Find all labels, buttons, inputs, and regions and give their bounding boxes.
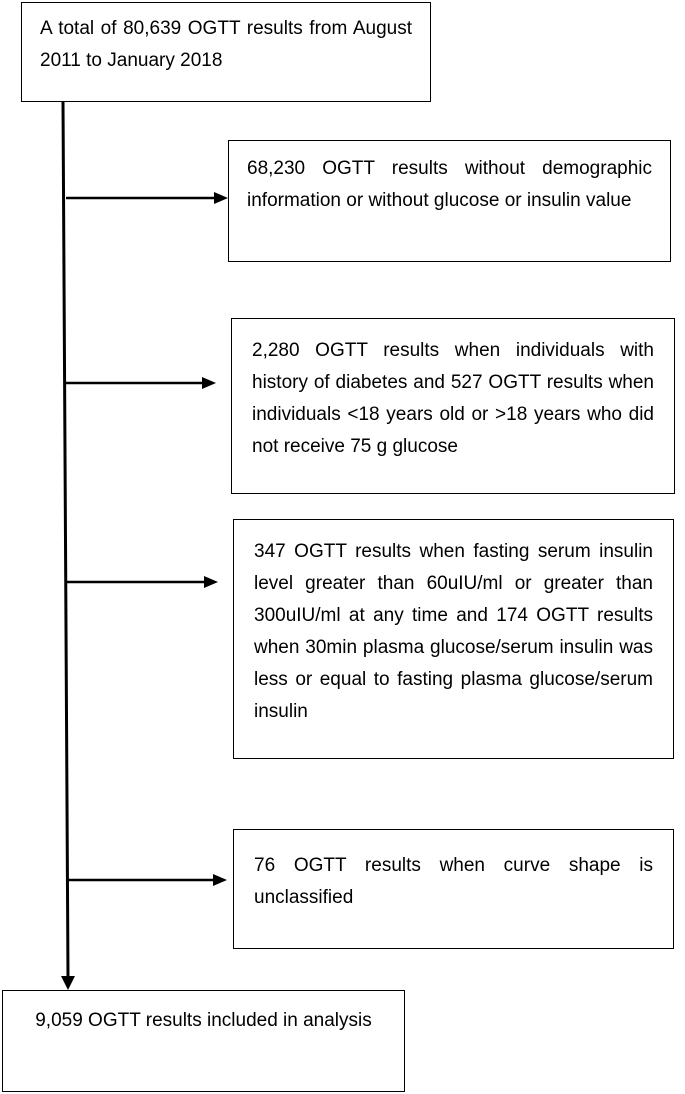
main-flow-arrowhead xyxy=(61,976,75,990)
exclusion-box-4-text: 76 OGTT results when curve shape is unclassified xyxy=(254,855,653,908)
exclusion-arrowhead-3 xyxy=(204,576,218,588)
exclusion-box-3-text: 347 OGTT results when fasting serum insulin level greater than 60uIU/ml or greater than 300uIU/ml at any time and 174 OGTT results when 30min plasma glucose/serum insulin was less or equal to fasting plasma glucose/serum insulin xyxy=(254,541,653,722)
exclusion-box-1 xyxy=(228,140,671,262)
result-box xyxy=(2,990,405,1092)
exclusion-box-1-text: 68,230 OGTT results without demographic information or without glucose or insulin value xyxy=(247,158,652,211)
exclusion-box-2 xyxy=(231,318,675,494)
exclusion-box-2-text: 2,280 OGTT results when individuals with history of diabetes and 527 OGTT results when individuals <18 years old or >18 years who did not receive 75 g glucose xyxy=(252,340,654,457)
exclusion-arrowhead-1 xyxy=(214,192,228,204)
result-box-text: 9,059 OGTT results included in analysis xyxy=(35,1010,372,1031)
main-flow-line xyxy=(63,102,68,978)
exclusion-arrowhead-4 xyxy=(213,874,227,886)
start-box xyxy=(21,2,431,102)
exclusion-arrowhead-2 xyxy=(202,377,216,389)
exclusion-box-4 xyxy=(233,829,674,949)
start-box-text: A total of 80,639 OGTT results from August 2011 to January 2018 xyxy=(40,18,412,71)
exclusion-box-3 xyxy=(233,519,674,759)
